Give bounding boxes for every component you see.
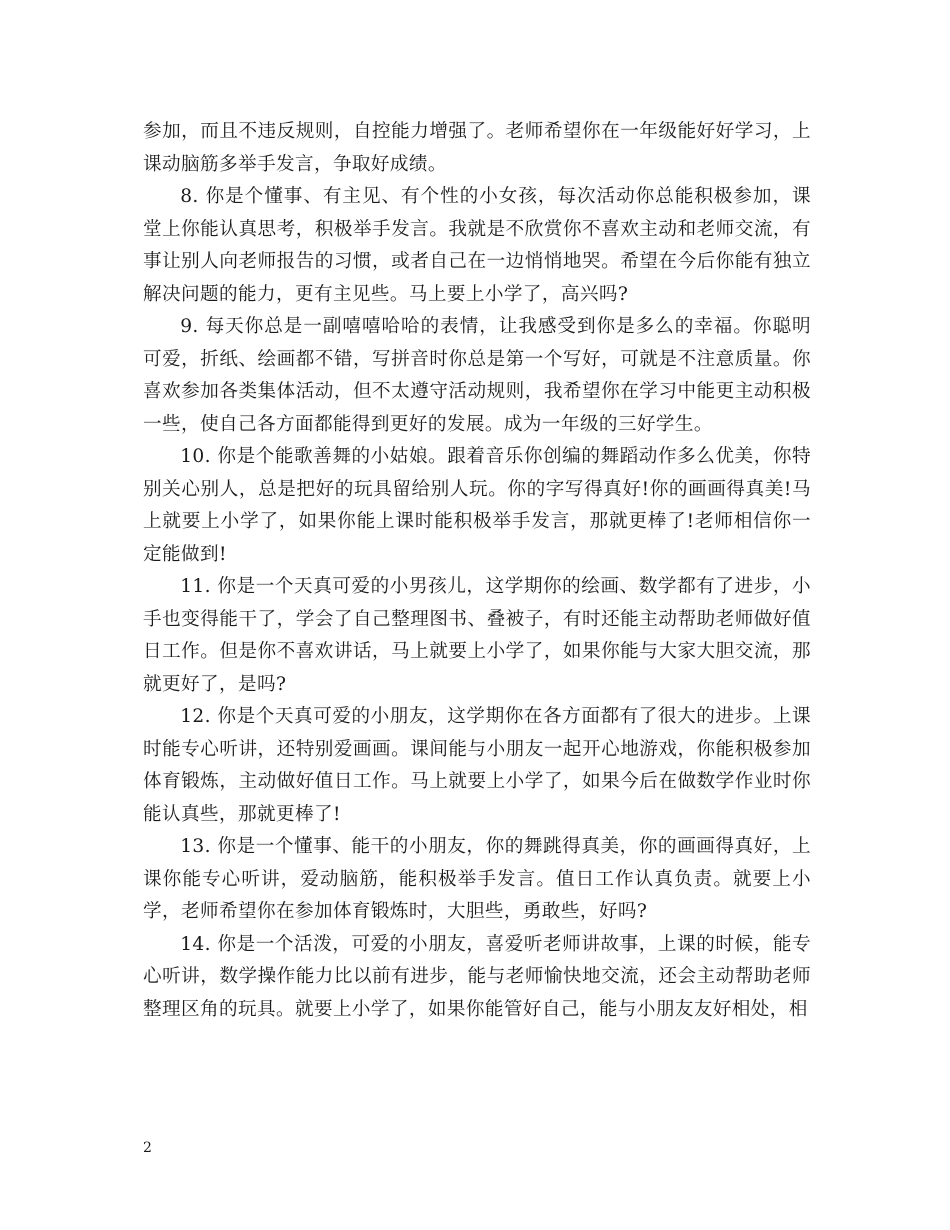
paragraph-item-12: 12. 你是个天真可爱的小朋友，这学期你在各方面都有了很大的进步。上课时能专心听讲，还特别爱画画。课间能与小朋友一起开心地游戏，你能积极参加体育锻炼，主动做好值日工作。马上就要上小学了，如果今后在做数学作业时你能认真些，那就更棒了! — [143, 706, 811, 825]
paragraph-item-10: 10. 你是个能歌善舞的小姑娘。跟着音乐你创编的舞蹈动作多么优美，你特别关心别人，总是把好的玩具留给别人玩。你的字写得真好!你的画画得真美!马上就要上小学了，如果你能上课时能积极举手发言，那就更棒了!老师相信你一定能做到! — [143, 446, 811, 565]
paragraph-item-13: 13. 你是一个懂事、能干的小朋友，你的舞跳得真美，你的画画得真好，上课你能专心听讲，爱动脑筋，能积极举手发言。值日工作认真负责。就要上小学，老师希望你在参加体育锻炼时，大胆些，勇敢些，好吗? — [143, 836, 811, 922]
paragraph-item-11: 11. 你是一个天真可爱的小男孩儿，这学期你的绘画、数学都有了进步，小手也变得能干了，学会了自己整理图书、叠被子，有时还能主动帮助老师做好值日工作。但是你不喜欢讲话，马上就要上小学了，如果你能与大家大胆交流，那就更好了，是吗? — [143, 576, 811, 695]
paragraph-item-9: 9. 每天你总是一副嘻嘻哈哈的表情，让我感受到你是多么的幸福。你聪明可爱，折纸、绘画都不错，写拼音时你总是第一个写好，可就是不注意质量。你喜欢参加各类集体活动，但不太遵守活动规则，我希望你在学习中能更主动积极一些，使自己各方面都能得到更好的发展。成为一年级的三好学生。 — [143, 316, 811, 435]
paragraph-item-14: 14. 你是一个活泼，可爱的小朋友，喜爱听老师讲故事，上课的时候，能专心听讲，数学操作能力比以前有进步，能与老师愉快地交流，还会主动帮助老师整理区角的玩具。就要上小学了，如果你能管好自己，能与小朋友友好相处，相 — [143, 933, 811, 1020]
paragraph-continuation: 参加，而且不违反规则，自控能力增强了。老师希望你在一年级能好好学习，上课动脑筋多举手发言，争取好成绩。 — [143, 121, 811, 175]
document-body — [143, 116, 811, 1026]
page-number: 2 — [143, 1140, 152, 1156]
paragraph-item-8: 8. 你是个懂事、有主见、有个性的小女孩，每次活动你总能积极参加，课堂上你能认真思考，积极举手发言。我就是不欣赏你不喜欢主动和老师交流，有事让别人向老师报告的习惯，或者自己在一边悄悄地哭。希望在今后你能有独立解决问题的能力，更有主见些。马上要上小学了，高兴吗? — [143, 186, 811, 305]
